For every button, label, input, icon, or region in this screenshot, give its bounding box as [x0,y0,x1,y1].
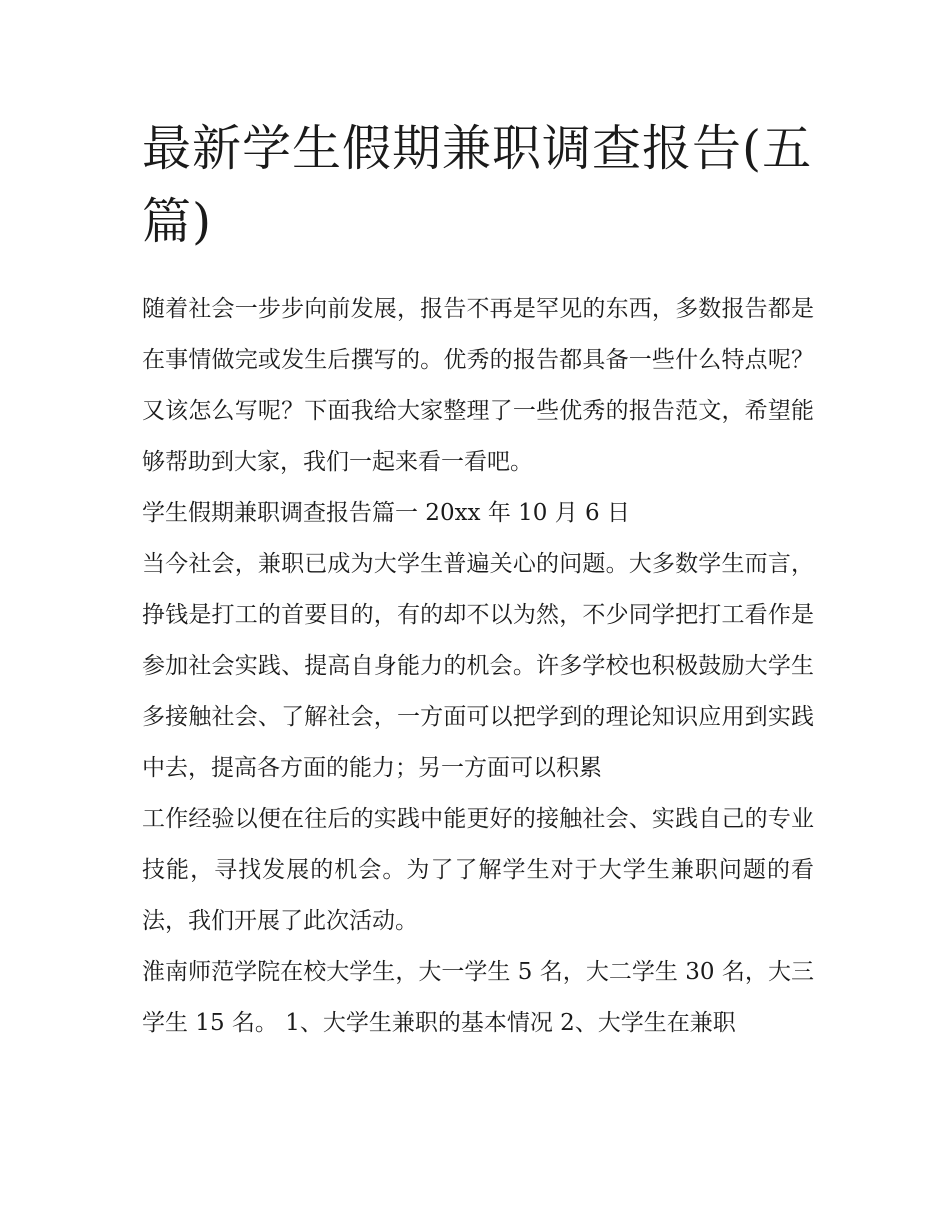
document-title: 最新学生假期兼职调查报告(五篇) [142,120,813,250]
body-paragraph-2: 工作经验以便在往后的实践中能更好的接触社会、实践自己的专业技能，寻找发展的机会。为了了解学生对于大学生兼职问题的看法，我们开展了此次活动。 [142,806,814,934]
body-paragraph-3: 淮南师范学院在校大学生，大一学生 5 名，大二学生 30 名，大三学生 15 名。 1、大学生兼职的基本情况 2、大学生在兼职 [142,959,814,1036]
body-paragraph-1: 当今社会，兼职已成为大学生普遍关心的问题。大多数学生而言，挣钱是打工的首要目的，有的却不以为然，不少同学把打工看作是参加社会实践、提高自身能力的机会。许多学校也积极鼓励大学生多接触社会、了解社会，一方面可以把学到的理论知识应用到实践中去，提高各方面的能力；另一方面可以积累 [142,551,814,781]
document-page [142,112,814,1049]
intro-paragraph: 随着社会一步步向前发展，报告不再是罕见的东西，多数报告都是在事情做完或发生后撰写的。优秀的报告都具备一些什么特点呢？又该怎么写呢？下面我给大家整理了一些优秀的报告范文，希望能够帮助到大家，我们一起来看一看吧。 [142,296,814,475]
section-heading: 学生假期兼职调查报告篇一 20xx 年 10 月 6 日 [142,500,630,526]
